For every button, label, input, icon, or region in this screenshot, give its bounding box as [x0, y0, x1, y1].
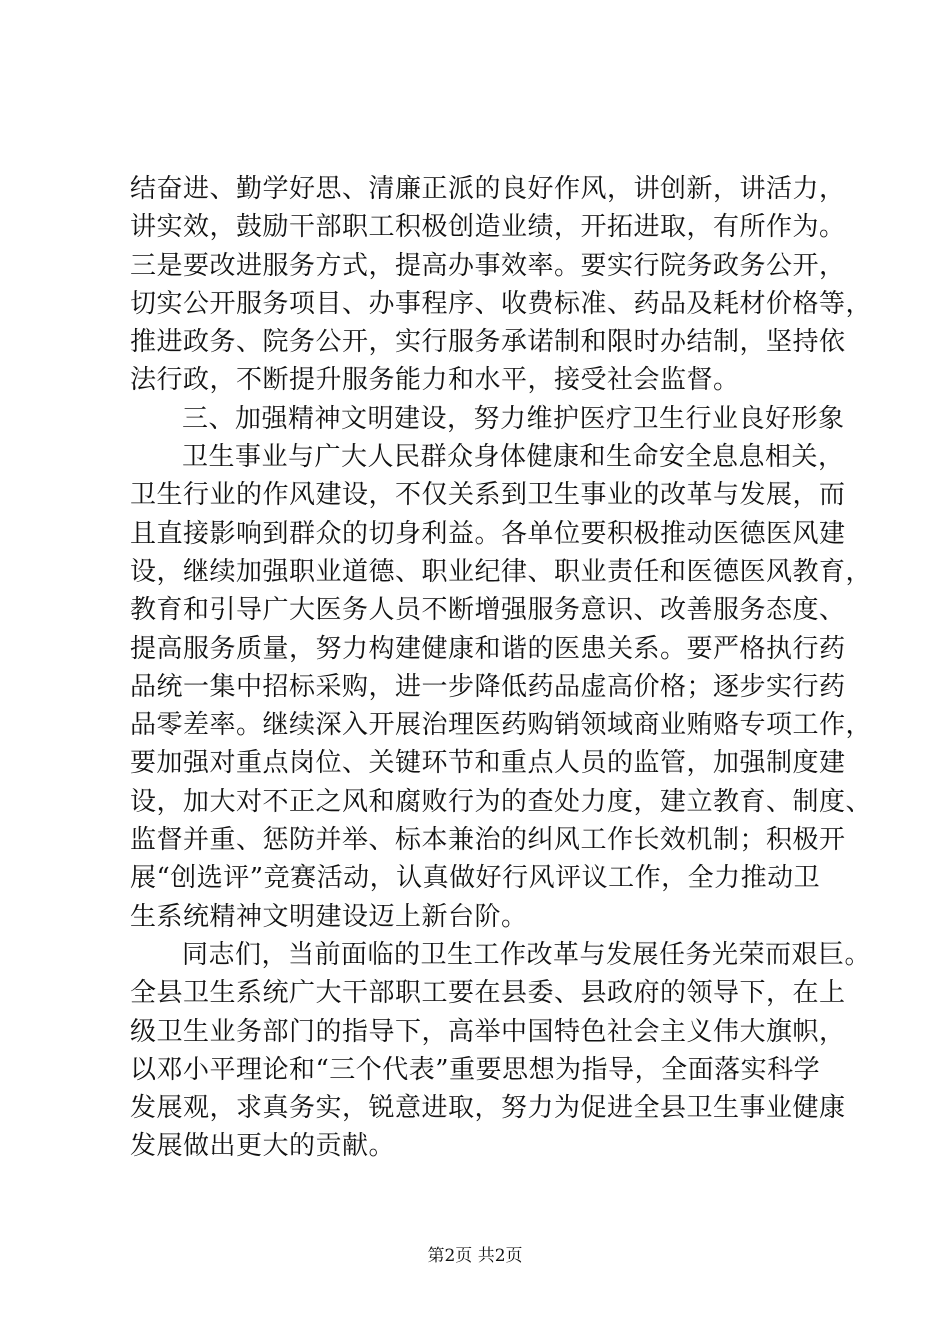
text-line: 教育和引导广大医务人员不断增强服务意识、改善服务态度、 — [130, 595, 846, 626]
document-body — [130, 170, 873, 1166]
text-line: 以邓小平理论和“三个代表”重要思想为指导，全面落实科学 — [130, 1054, 821, 1085]
text-line: 级卫生业务部门的指导下，高举中国特色社会主义伟大旗帜， — [130, 1016, 846, 1047]
text-line: 法行政，不断提升服务能力和水平，接受社会监督。 — [130, 365, 740, 396]
text-line: 生系统精神文明建设迈上新台阶。 — [130, 901, 528, 932]
text-line: 发展做出更大的贡献。 — [130, 1131, 396, 1162]
text-line: 监督并重、惩防并举、标本兼治的纠风工作长效机制；积极开 — [130, 825, 846, 856]
text-line: 发展观，求真务实，锐意进取，努力为促进全县卫生事业健康 — [130, 1093, 846, 1124]
text-line: 切实公开服务项目、办事程序、收费标准、药品及耗材价格等， — [130, 288, 873, 319]
page-footer: 第2页 共2页 — [427, 1246, 523, 1266]
text-line: 讲实效，鼓励干部职工积极创造业绩，开拓进取，有所作为。 — [130, 212, 846, 243]
text-line: 展“创选评”竞赛活动，认真做好行风评议工作，全力推动卫 — [130, 863, 821, 894]
text-line: 要加强对重点岗位、关键环节和重点人员的监管，加强制度建 — [130, 748, 846, 779]
text-line: 推进政务、院务公开，实行服务承诺制和限时办结制，坚持依 — [130, 327, 846, 358]
text-line: 品统一集中招标采购，进一步降低药品虚高价格；逐步实行药 — [130, 671, 846, 702]
section-heading: 三、加强精神文明建设，努力维护医疗卫生行业良好形象 — [182, 403, 845, 434]
text-line: 全县卫生系统广大干部职工要在县委、县政府的领导下，在上 — [130, 978, 846, 1009]
text-line: 卫生事业与广大人民群众身体健康和生命安全息息相关， — [182, 442, 845, 473]
text-line: 设，继续加强职业道德、职业纪律、职业责任和医德医风教育， — [130, 556, 873, 587]
text-line: 结奋进、勤学好思、清廉正派的良好作风，讲创新，讲活力， — [130, 174, 846, 204]
text-line: 品零差率。继续深入开展治理医药购销领域商业贿赂专项工作， — [130, 710, 873, 741]
text-line: 卫生行业的作风建设，不仅关系到卫生事业的改革与发展，而 — [130, 480, 846, 511]
text-line: 提高服务质量，努力构建健康和谐的医患关系。要严格执行药 — [130, 633, 846, 664]
text-line: 三是要改进服务方式，提高办事效率。要实行院务政务公开， — [130, 250, 846, 281]
text-line: 且直接影响到群众的切身利益。各单位要积极推动医德医风建 — [130, 518, 846, 549]
text-line: 设，加大对不正之风和腐败行为的查处力度，建立教育、制度、 — [130, 786, 873, 817]
text-line: 同志们，当前面临的卫生工作改革与发展任务光荣而艰巨。 — [182, 939, 872, 970]
